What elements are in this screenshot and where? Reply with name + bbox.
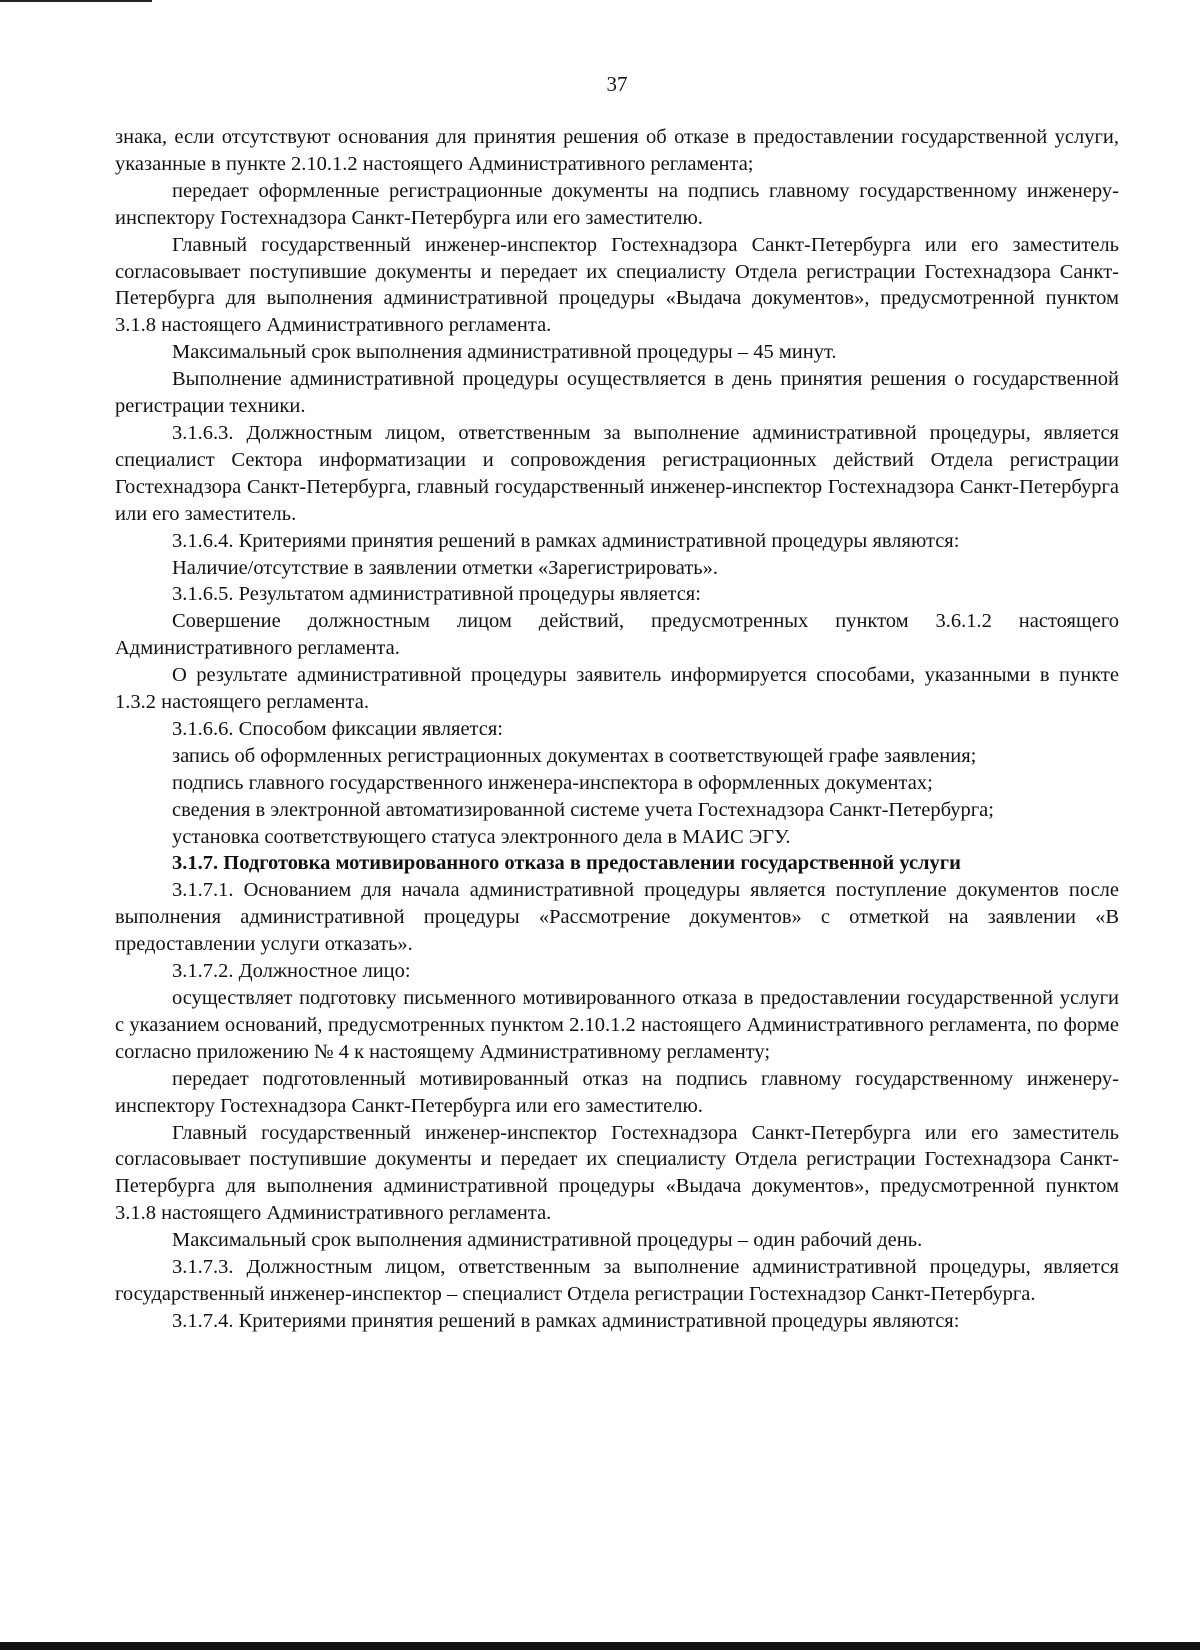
paragraph: Совершение должностным лицом действий, предусмотренных пунктом 3.6.1.2 настоящего Административного регламента. <box>115 610 1119 660</box>
section-heading: 3.1.7. Подготовка мотивированного отказа в предоставлении государственной услуги <box>172 852 961 875</box>
paragraph: Главный государственный инженер-инспектор Гостехнадзора Санкт-Петербурга или его заместитель согласовывает поступившие документы и передает их специалисту Отдела регистрации Гостехнадзора Санкт-Петербурга для выполнения административной процедуры «Выдача документов», предусмотренной пунктом 3.1.8 настоящего Административного регламента. <box>115 233 1119 337</box>
paragraph: запись об оформленных регистрационных документах в соответствующей графе заявления; <box>172 744 977 767</box>
paragraph: Максимальный срок выполнения административной процедуры – 45 минут. <box>172 341 837 364</box>
paragraph: Главный государственный инженер-инспектор Гостехнадзора Санкт-Петербурга или его заместитель согласовывает поступившие документы и передает их специалисту Отдела регистрации Гостехнадзора Санкт-Петербурга для выполнения административной процедуры «Выдача документов», предусмотренной пунктом 3.1.8 настоящего Административного регламента. <box>115 1121 1119 1225</box>
paragraph: 3.1.6.6. Способом фиксации является: <box>172 717 503 740</box>
paragraph: осуществляет подготовку письменного мотивированного отказа в предоставлении государственной услуги с указанием оснований, предусмотренных пунктом 2.10.1.2 настоящего Административного регламента, по форме согласно приложению № 4 к настоящему Административному регламенту; <box>115 987 1119 1063</box>
paragraph: Наличие/отсутствие в заявлении отметки «Зарегистрировать». <box>172 556 719 579</box>
paragraph: установка соответствующего статуса электронного дела в МАИС ЭГУ. <box>172 825 791 848</box>
scan-bottom-edge <box>0 1642 1200 1650</box>
paragraph: 3.1.6.3. Должностным лицом, ответственным за выполнение административной процедуры, является специалист Сектора информатизации и сопровождения регистрационных действий Отдела регистрации Гостехнадзора Санкт-Петербурга, главный государственный инженер-инспектор Гостехнадзора Санкт-Петербурга или его заместитель. <box>115 421 1119 525</box>
scan-edge-line <box>0 0 152 2</box>
paragraph: 3.1.7.4. Критериями принятия решений в рамках административной процедуры являются: <box>172 1309 960 1332</box>
paragraph: знака, если отсутствуют основания для принятия решения об отказе в предоставлении государственной услуги, указанные в пункте 2.10.1.2 настоящего Административного регламента; <box>115 126 1119 175</box>
paragraph: Выполнение административной процедуры осуществляется в день принятия решения о государственной регистрации техники. <box>115 368 1119 418</box>
paragraph: сведения в электронной автоматизированной системе учета Гостехнадзора Санкт-Петербурга; <box>172 798 994 821</box>
paragraph: 3.1.7.1. Основанием для начала административной процедуры является поступление документов после выполнения административной процедуры «Рассмотрение документов» с отметкой на заявлении «В предоставлении услуги отказать». <box>115 879 1119 956</box>
page-number: 37 <box>606 72 628 96</box>
paragraph: передает оформленные регистрационные документы на подпись главному государственному инженеру-инспектору Гостехнадзора Санкт-Петербурга или его заместителю. <box>115 179 1119 229</box>
paragraph: 3.1.7.2. Должностное лицо: <box>172 960 411 983</box>
paragraph: передает подготовленный мотивированный отказ на подпись главному государственному инженеру-инспектору Гостехнадзора Санкт-Петербурга или его заместителю. <box>115 1067 1119 1117</box>
paragraph: подпись главного государственного инженера-инспектора в оформленных документах; <box>172 771 933 794</box>
document-body <box>115 124 1119 1335</box>
paragraph: 3.1.6.4. Критериями принятия решений в рамках административной процедуры являются: <box>172 529 960 552</box>
paragraph: 3.1.6.5. Результатом административной процедуры является: <box>172 583 701 606</box>
paragraph: Максимальный срок выполнения административной процедуры – один рабочий день. <box>172 1229 923 1252</box>
paragraph: 3.1.7.3. Должностным лицом, ответственным за выполнение административной процедуры, является государственный инженер-инспектор – специалист Отдела регистрации Гостехнадзор Санкт-Петербурга. <box>115 1256 1119 1305</box>
paragraph: О результате административной процедуры заявитель информируется способами, указанными в пункте 1.3.2 настоящего регламента. <box>115 664 1119 714</box>
